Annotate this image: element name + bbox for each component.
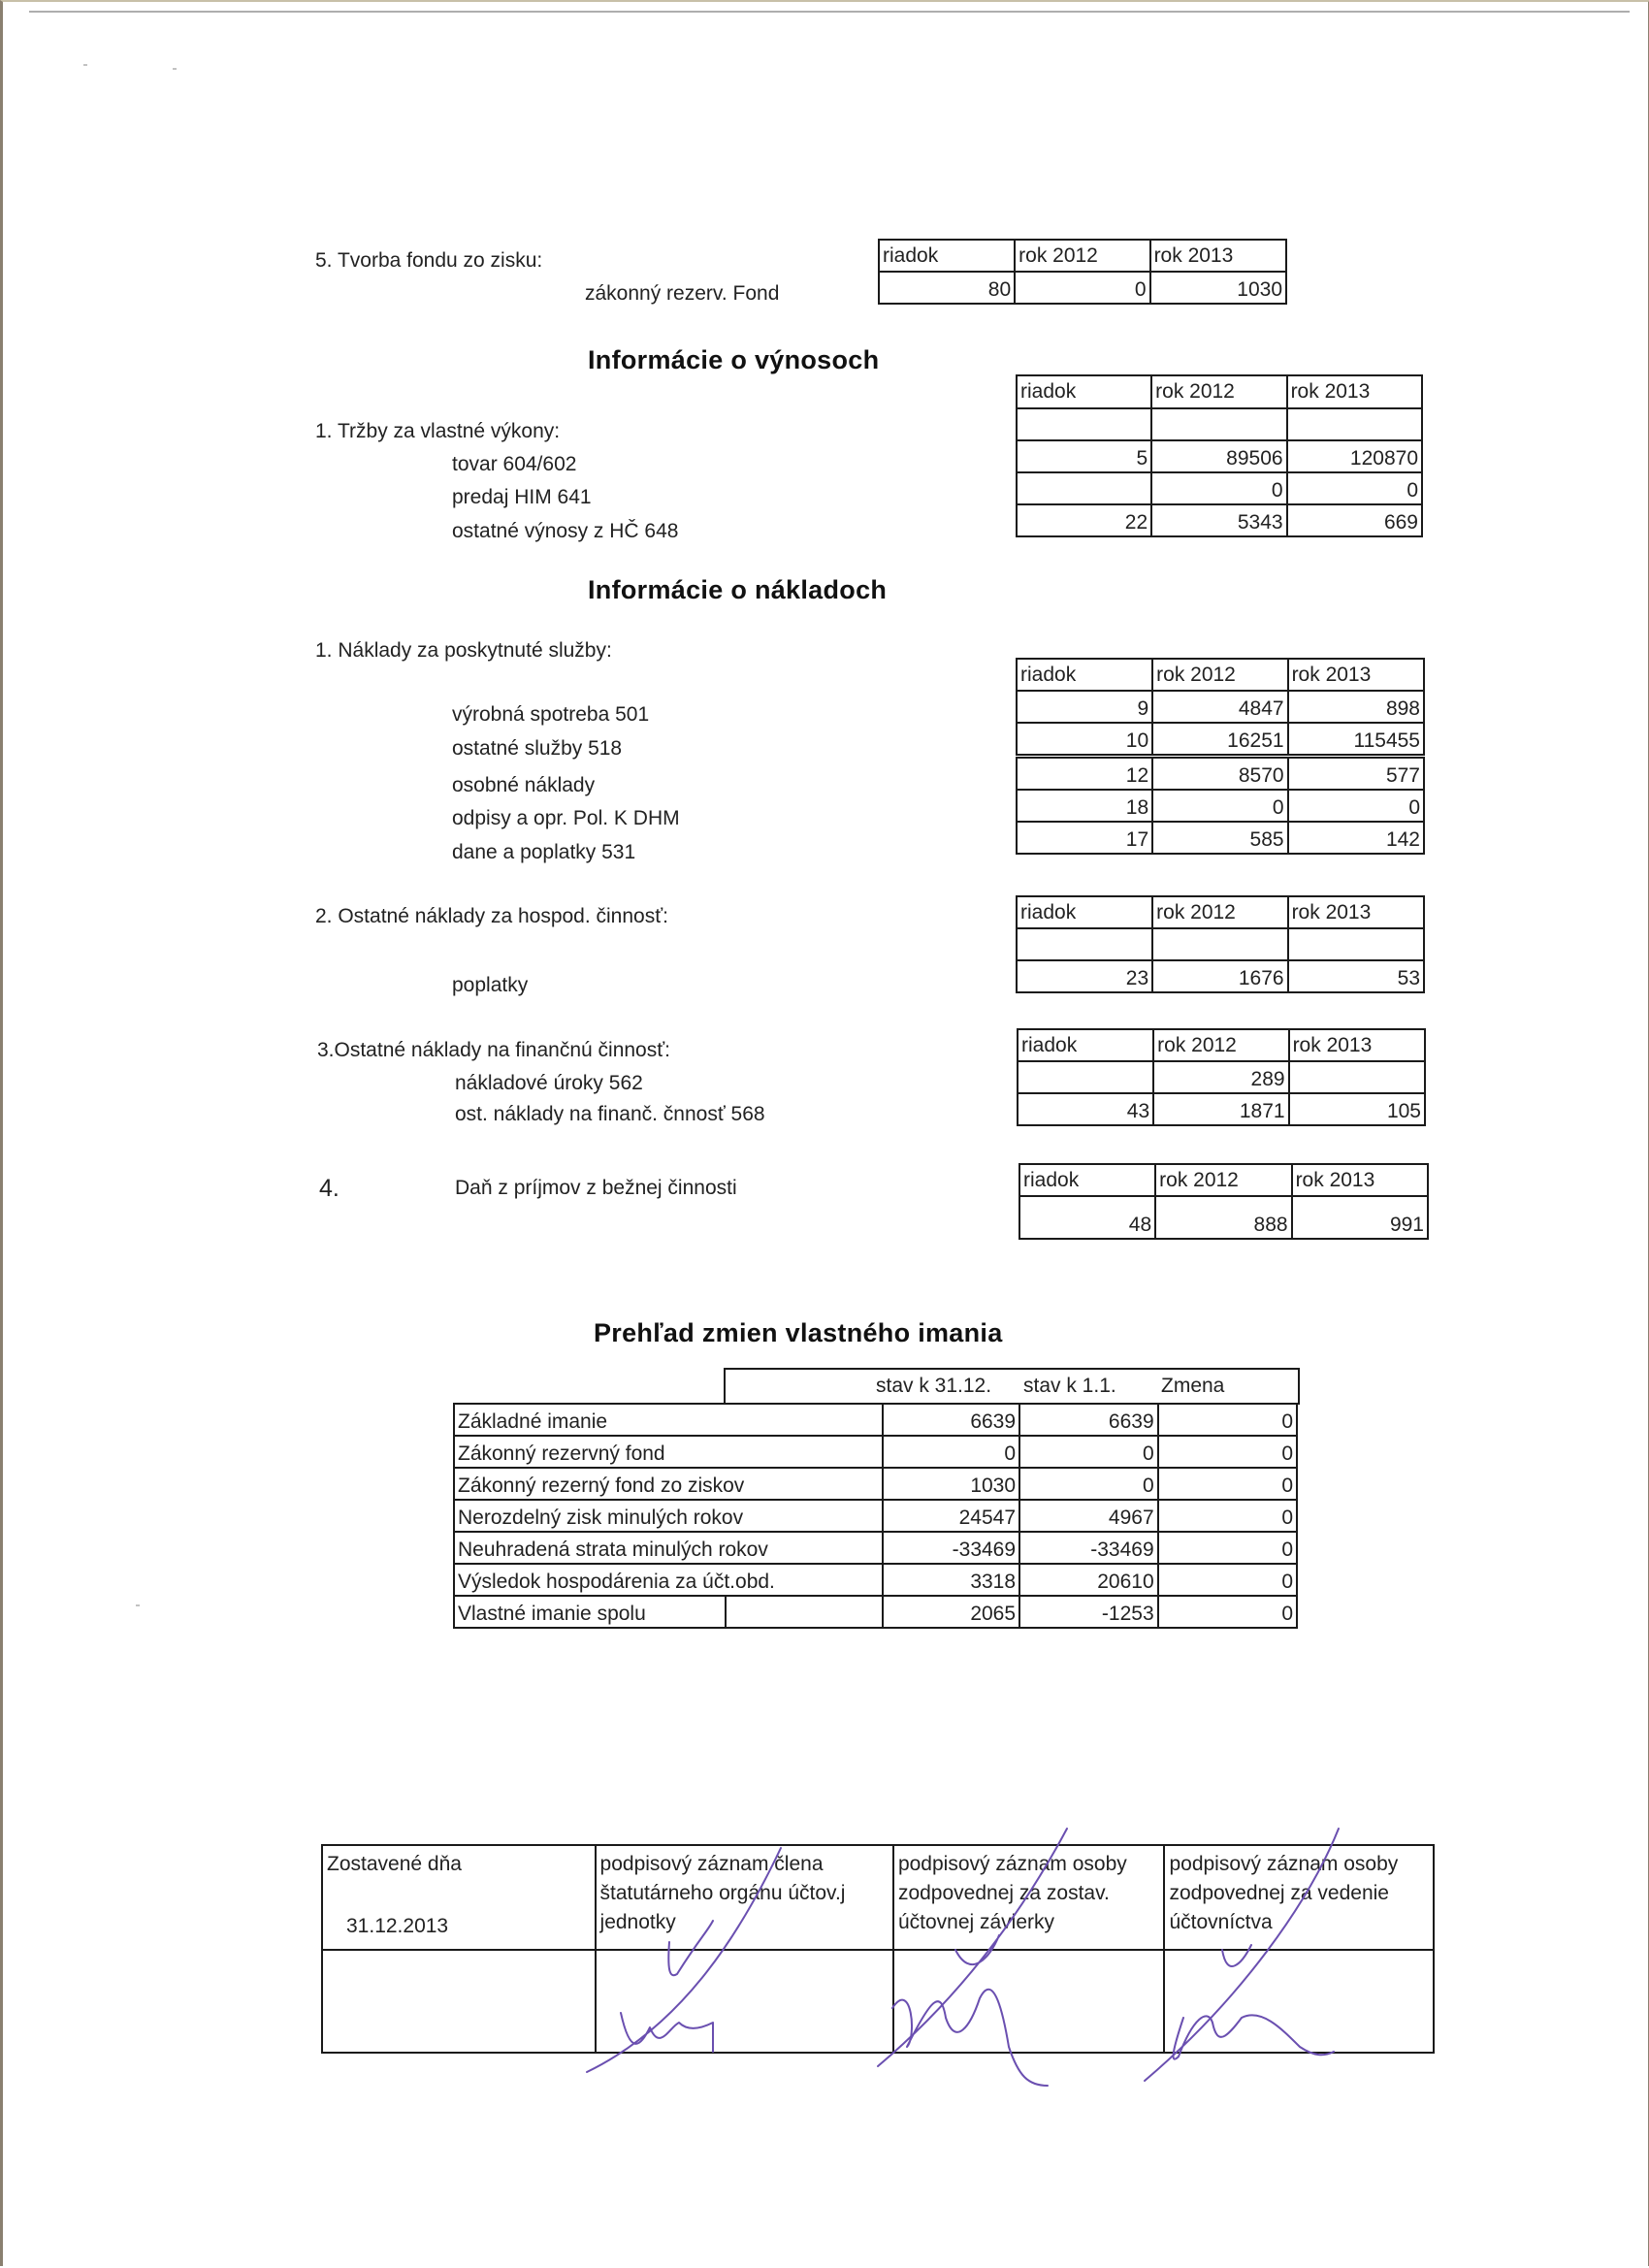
- cell-2012: [1152, 928, 1287, 960]
- costs-item: ost. náklady na finanč. čnnosť 568: [455, 1103, 765, 1125]
- signature-caption-line: štatutárneho orgánu účtov.j: [599, 1882, 846, 1904]
- cell-2013: 577: [1288, 757, 1424, 791]
- scan-speck: [136, 1604, 140, 1606]
- equity-row-label: Vlastné imanie spolu: [454, 1596, 726, 1628]
- table-row: [454, 1436, 1297, 1468]
- cell-2012: 1676: [1152, 960, 1287, 992]
- equity-col-header-end: stav k 31.12.: [876, 1375, 992, 1397]
- table-row: [454, 1596, 1297, 1628]
- cell-2012: 89506: [1151, 440, 1286, 472]
- equity-row-label: Neuhradená strata minulých rokov: [454, 1532, 883, 1564]
- costs-item: ostatné služby 518: [452, 737, 623, 760]
- equity-row-label: Zákonný rezervný fond: [454, 1436, 883, 1468]
- equity-cell-end: 6639: [883, 1404, 1019, 1436]
- cell-2013: 669: [1287, 504, 1422, 536]
- cell-riadok: 9: [1017, 691, 1152, 723]
- revenue-item: tovar 604/602: [452, 453, 577, 475]
- revenue-table: [1016, 374, 1423, 537]
- cell-2012: 0: [1015, 272, 1149, 304]
- compiled-label: Zostavené dňa: [327, 1853, 462, 1875]
- cell-2012: 1871: [1153, 1093, 1288, 1125]
- revenue-item: predaj HIM 641: [452, 486, 592, 508]
- cell-riadok: [1018, 1061, 1153, 1093]
- cell-riadok: 12: [1017, 757, 1152, 791]
- equity-cell-end: 2065: [883, 1596, 1019, 1628]
- col-header-riadok: riadok: [879, 240, 1015, 272]
- cell-riadok: 23: [1017, 960, 1152, 992]
- cell-riadok: 22: [1017, 504, 1151, 536]
- costs-heading: Informácie o nákladoch: [588, 575, 888, 604]
- equity-cell-change: 0: [1158, 1436, 1297, 1468]
- signature-caption-line: zodpovednej za vedenie: [1169, 1882, 1389, 1904]
- cell-2013: [1289, 1061, 1425, 1093]
- costs-other-table: [1016, 895, 1425, 993]
- table-row: [454, 1564, 1297, 1596]
- revenue-group-title: 1. Tržby za vlastné výkony:: [315, 420, 561, 442]
- equity-cell-start: -1253: [1019, 1596, 1158, 1628]
- cell-2013: 898: [1288, 691, 1424, 723]
- signature-caption-line: podpisový záznam člena: [599, 1853, 824, 1875]
- table-row: [1017, 691, 1424, 723]
- cell-2013: 53: [1288, 960, 1424, 992]
- cell-riadok: 48: [1019, 1196, 1155, 1239]
- cell-2013: 1030: [1150, 272, 1286, 304]
- signature-caption-line: podpisový záznam osoby: [1169, 1853, 1399, 1875]
- equity-cell-end: 3318: [883, 1564, 1019, 1596]
- table-row: [1017, 723, 1424, 757]
- equity-cell-change: 0: [1158, 1468, 1297, 1500]
- cell-2012: 289: [1153, 1061, 1288, 1093]
- costs-item: nákladové úroky 562: [455, 1072, 643, 1094]
- equity-col-header-start: stav k 1.1.: [1023, 1375, 1116, 1397]
- equity-row-label: Nerozdelný zisk minulých rokov: [454, 1500, 883, 1532]
- equity-cell-start: -33469: [1019, 1532, 1158, 1564]
- col-header-riadok: riadok: [1017, 659, 1152, 691]
- col-header-2012: rok 2012: [1152, 659, 1287, 691]
- table-row: [1019, 1196, 1428, 1239]
- table-row: [1017, 757, 1424, 791]
- costs-item: výrobná spotreba 501: [452, 703, 650, 726]
- cell-2012: 585: [1152, 822, 1287, 854]
- cell-2012: 0: [1152, 790, 1287, 822]
- signature-header-accounting: [1164, 1845, 1434, 1950]
- compiled-empty-cell: [322, 1950, 596, 2053]
- signature-caption-line: jednotky: [599, 1911, 676, 1933]
- costs-group3-title: 3.Ostatné náklady na finančnú činnosť:: [317, 1039, 670, 1061]
- col-header-riadok: riadok: [1019, 1164, 1155, 1196]
- cell-2013: 991: [1292, 1196, 1428, 1239]
- table-row: [1017, 960, 1424, 992]
- equity-cell-change: 0: [1158, 1532, 1297, 1564]
- table-row: [1017, 440, 1422, 472]
- equity-cell-end: 1030: [883, 1468, 1019, 1500]
- col-header-2013: rok 2013: [1288, 896, 1424, 928]
- signature-caption-line: zodpovednej za zostav.: [897, 1882, 1110, 1904]
- equity-cell-start: 0: [1019, 1436, 1158, 1468]
- revenue-heading: Informácie o výnosoch: [588, 345, 880, 374]
- table-row: [879, 272, 1286, 304]
- equity-cell-start: 4967: [1019, 1500, 1158, 1532]
- equity-col-header-change: Zmena: [1161, 1375, 1225, 1397]
- table-row: [1017, 472, 1422, 504]
- costs-item: poplatky: [452, 974, 529, 996]
- table-row: [1017, 928, 1424, 960]
- table-row: [1018, 1093, 1425, 1125]
- col-header-2013: rok 2013: [1292, 1164, 1428, 1196]
- cell-riadok: [1017, 928, 1152, 960]
- tax-table: [1018, 1163, 1429, 1240]
- cell-riadok: 10: [1017, 723, 1152, 757]
- compiled-date: 31.12.2013: [346, 1915, 449, 1937]
- costs-item: osobné náklady: [452, 774, 596, 796]
- signature-caption-line: účtovníctva: [1169, 1911, 1273, 1933]
- equity-cell-end: 24547: [883, 1500, 1019, 1532]
- cell-2012: [1151, 408, 1286, 440]
- col-header-riadok: riadok: [1017, 375, 1151, 408]
- signature-slot-accounting: [1164, 1950, 1434, 2053]
- col-header-2012: rok 2012: [1015, 240, 1149, 272]
- table-row: [1018, 1061, 1425, 1093]
- col-header-2012: rok 2012: [1153, 1029, 1288, 1061]
- section5-title: 5. Tvorba fondu zo zisku:: [315, 249, 543, 272]
- cell-2013: 105: [1289, 1093, 1425, 1125]
- table-row: [1017, 790, 1424, 822]
- cell-2013: 142: [1288, 822, 1424, 854]
- costs-financial-table: [1017, 1028, 1426, 1126]
- costs-group4-number: 4.: [319, 1175, 340, 1202]
- equity-table: [453, 1403, 1298, 1629]
- equity-cell-change: 0: [1158, 1404, 1297, 1436]
- cell-2013: [1287, 408, 1422, 440]
- costs-group4-title: Daň z príjmov z bežnej činnosti: [455, 1177, 737, 1199]
- costs-services-table: [1016, 658, 1425, 855]
- scan-top-rule: [29, 11, 1630, 13]
- equity-empty-cell: [726, 1596, 884, 1628]
- equity-heading: Prehľad zmien vlastného imania: [594, 1318, 1003, 1347]
- cell-2013: 0: [1288, 790, 1424, 822]
- costs-group2-title: 2. Ostatné náklady za hospod. činnosť:: [315, 905, 668, 927]
- revenue-item: ostatné výnosy z HČ 648: [452, 520, 679, 542]
- equity-cell-start: 0: [1019, 1468, 1158, 1500]
- costs-item: dane a poplatky 531: [452, 841, 636, 863]
- col-header-2013: rok 2013: [1289, 1029, 1425, 1061]
- signature-slot-statements: [893, 1950, 1165, 2053]
- col-header-2013: rok 2013: [1288, 659, 1424, 691]
- col-header-2012: rok 2012: [1155, 1164, 1291, 1196]
- col-header-2013: rok 2013: [1150, 240, 1286, 272]
- cell-2013: 120870: [1287, 440, 1422, 472]
- cell-riadok: [1017, 408, 1151, 440]
- signature-header-statements: [893, 1845, 1165, 1950]
- equity-cell-end: 0: [883, 1436, 1019, 1468]
- equity-cell-start: 20610: [1019, 1564, 1158, 1596]
- table-row: [1017, 822, 1424, 854]
- cell-2012: 8570: [1152, 757, 1287, 791]
- cell-2013: [1288, 928, 1424, 960]
- scan-speck: [83, 64, 87, 66]
- compiled-cell: [322, 1845, 596, 1950]
- cell-2012: 16251: [1152, 723, 1287, 757]
- costs-group1-title: 1. Náklady za poskytnuté služby:: [315, 639, 612, 662]
- cell-riadok: 18: [1017, 790, 1152, 822]
- cell-riadok: 17: [1017, 822, 1152, 854]
- cell-2012: 5343: [1151, 504, 1286, 536]
- table-row: [454, 1468, 1297, 1500]
- equity-cell-end: -33469: [883, 1532, 1019, 1564]
- equity-cell-change: 0: [1158, 1596, 1297, 1628]
- table-row: [454, 1404, 1297, 1436]
- signature-header-statutory: [596, 1845, 893, 1950]
- cell-2013: 115455: [1288, 723, 1424, 757]
- cell-2012: 888: [1155, 1196, 1291, 1239]
- equity-row-label: Základné imanie: [454, 1404, 883, 1436]
- costs-item: odpisy a opr. Pol. K DHM: [452, 807, 680, 829]
- cell-2012: 0: [1151, 472, 1286, 504]
- signature-table: [321, 1844, 1435, 2054]
- equity-cell-start: 6639: [1019, 1404, 1158, 1436]
- cell-2012: 4847: [1152, 691, 1287, 723]
- col-header-2013: rok 2013: [1287, 375, 1422, 408]
- table-row: [1017, 408, 1422, 440]
- cell-2013: 0: [1287, 472, 1422, 504]
- table-row: [454, 1532, 1297, 1564]
- col-header-2012: rok 2012: [1151, 375, 1286, 408]
- scan-speck: [173, 68, 177, 70]
- equity-row-label: Zákonný rezerný fond zo ziskov: [454, 1468, 883, 1500]
- signature-caption-line: účtovnej závierky: [897, 1911, 1055, 1933]
- table-row: [454, 1500, 1297, 1532]
- cell-riadok: 5: [1017, 440, 1151, 472]
- signature-slot-statutory: [596, 1950, 893, 2053]
- signature-caption-line: podpisový záznam osoby: [897, 1853, 1127, 1875]
- equity-cell-change: 0: [1158, 1500, 1297, 1532]
- section5-table: [878, 239, 1287, 305]
- cell-riadok: 43: [1018, 1093, 1153, 1125]
- cell-riadok: 80: [879, 272, 1015, 304]
- col-header-riadok: riadok: [1018, 1029, 1153, 1061]
- cell-riadok: [1017, 472, 1151, 504]
- table-row: [1017, 504, 1422, 536]
- col-header-2012: rok 2012: [1152, 896, 1287, 928]
- equity-cell-change: 0: [1158, 1564, 1297, 1596]
- section5-item-label: zákonný rezerv. Fond: [585, 282, 780, 305]
- equity-row-label: Výsledok hospodárenia za účt.obd.: [454, 1564, 883, 1596]
- col-header-riadok: riadok: [1017, 896, 1152, 928]
